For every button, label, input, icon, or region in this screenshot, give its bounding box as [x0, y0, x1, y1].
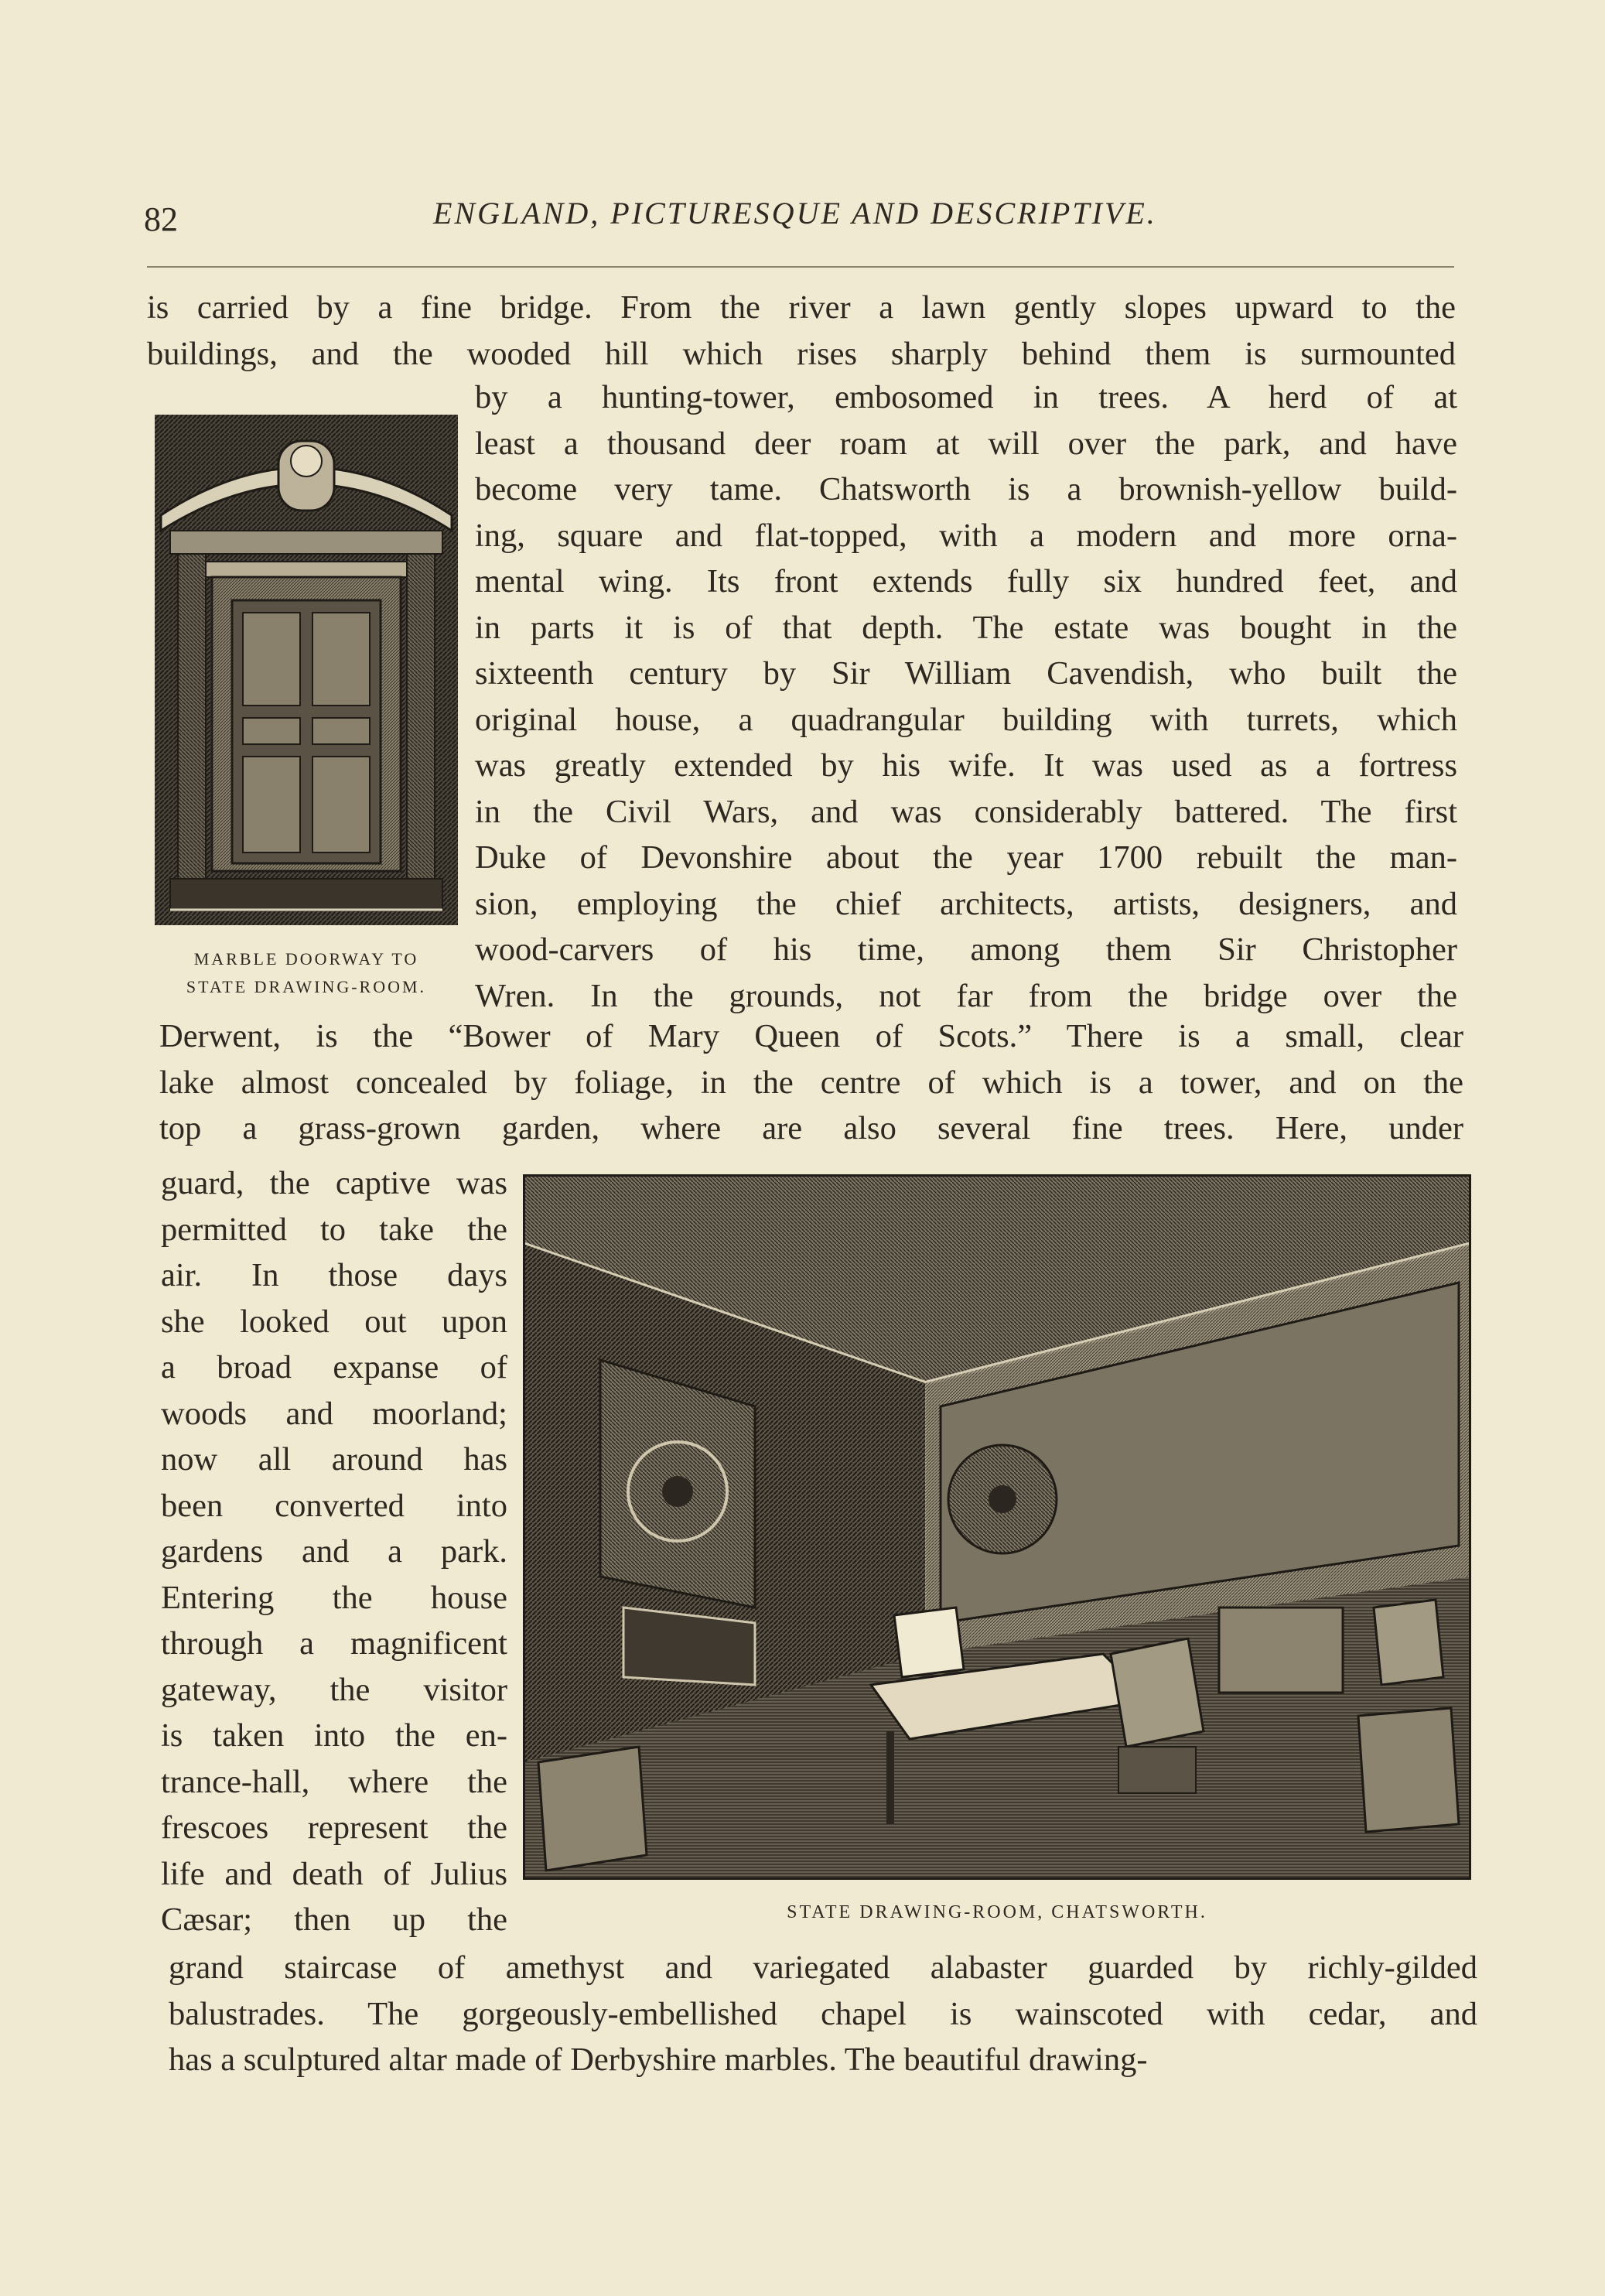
text-line: air. In those days [161, 1257, 507, 1293]
text-line: has a sculptured altar made of Derbyshire marbles. The beautiful drawing- [169, 2041, 1148, 2078]
text-line: she looked out upon [161, 1303, 507, 1340]
text-line: buildings, and the wooded hill which rises sharply behind them is surmounted [147, 335, 1456, 372]
text-line: in parts it is of that depth. The estate was bought in the [475, 609, 1457, 646]
text-line: least a thousand deer roam at will over the park, and have [475, 425, 1457, 462]
text-line: now all around has [161, 1441, 507, 1478]
text-line: woods and moorland; [161, 1395, 507, 1432]
text-line: permitted to take the [161, 1211, 507, 1248]
state-drawing-room-engraving [523, 1174, 1471, 1880]
text-line: by a hunting-tower, embosomed in trees. A herd of at [475, 379, 1457, 415]
text-line: been converted into [161, 1487, 507, 1524]
header-rule [147, 266, 1454, 268]
doorway-caption [155, 945, 458, 1001]
doorway-caption-line-2: STATE DRAWING-ROOM. [186, 977, 427, 996]
running-title: ENGLAND, PICTURESQUE AND DESCRIPTIVE. [433, 196, 1157, 231]
text-line: become very tame. Chatsworth is a brownish-yellow build- [475, 471, 1457, 507]
text-line: Entering the house [161, 1579, 507, 1616]
text-block-left [161, 1160, 507, 1943]
text-line: gardens and a park. [161, 1533, 507, 1570]
text-line: sixteenth century by Sir William Cavendish, who built the [475, 655, 1457, 692]
text-line: was greatly extended by his wife. It was used as a fortress [475, 747, 1457, 784]
text-line: a broad expanse of [161, 1349, 507, 1385]
doorway-caption-line-1: MARBLE DOORWAY TO [193, 949, 419, 969]
text-line: top a grass-grown garden, where are also several fine trees. Here, under [159, 1110, 1463, 1146]
text-line: trance-hall, where the [161, 1763, 507, 1800]
drawing-room-caption: STATE DRAWING-ROOM, CHATSWORTH. [787, 1902, 1207, 1922]
text-line: balustrades. The gorgeously-embellished chapel is wainscoted with cedar, and [169, 1995, 1477, 2032]
text-line: is taken into the en- [161, 1717, 507, 1754]
text-line: through a magnificent [161, 1625, 507, 1662]
text-line: Cæsar; then up the [161, 1901, 507, 1938]
text-block-top [147, 285, 1456, 377]
text-line: lake almost concealed by foliage, in the centre of which is a tower, and on the [159, 1064, 1463, 1101]
text-line: sion, employing the chief architects, artists, designers, and [475, 885, 1457, 922]
text-line: is carried by a fine bridge. From the river a lawn gently slopes upward to the [147, 289, 1456, 326]
marble-doorway-engraving [155, 415, 458, 925]
page-number: 82 [144, 200, 178, 238]
text-line: grand staircase of amethyst and variegated alabaster guarded by richly-gilded [169, 1949, 1477, 1986]
text-line: frescoes represent the [161, 1809, 507, 1846]
text-line: guard, the captive was [161, 1165, 507, 1201]
text-block-bottom [169, 1945, 1477, 2083]
text-line: wood-carvers of his time, among them Sir Christopher [475, 931, 1457, 968]
text-line: life and death of Julius [161, 1855, 507, 1892]
text-line: in the Civil Wars, and was considerably battered. The first [475, 793, 1457, 830]
text-block-right [475, 374, 1457, 1019]
text-line: mental wing. Its front extends fully six hundred feet, and [475, 563, 1457, 600]
text-line: Derwent, is the “Bower of Mary Queen of Scots.” There is a small, clear [159, 1018, 1463, 1054]
text-block-middle [159, 1013, 1463, 1152]
text-line: original house, a quadrangular building with turrets, which [475, 701, 1457, 738]
text-line: gateway, the visitor [161, 1671, 507, 1708]
text-line: Wren. In the grounds, not far from the bridge over the [475, 977, 1457, 1014]
text-line: ing, square and flat-topped, with a modern and more orna- [475, 517, 1457, 554]
text-line: Duke of Devonshire about the year 1700 rebuilt the man- [475, 839, 1457, 876]
